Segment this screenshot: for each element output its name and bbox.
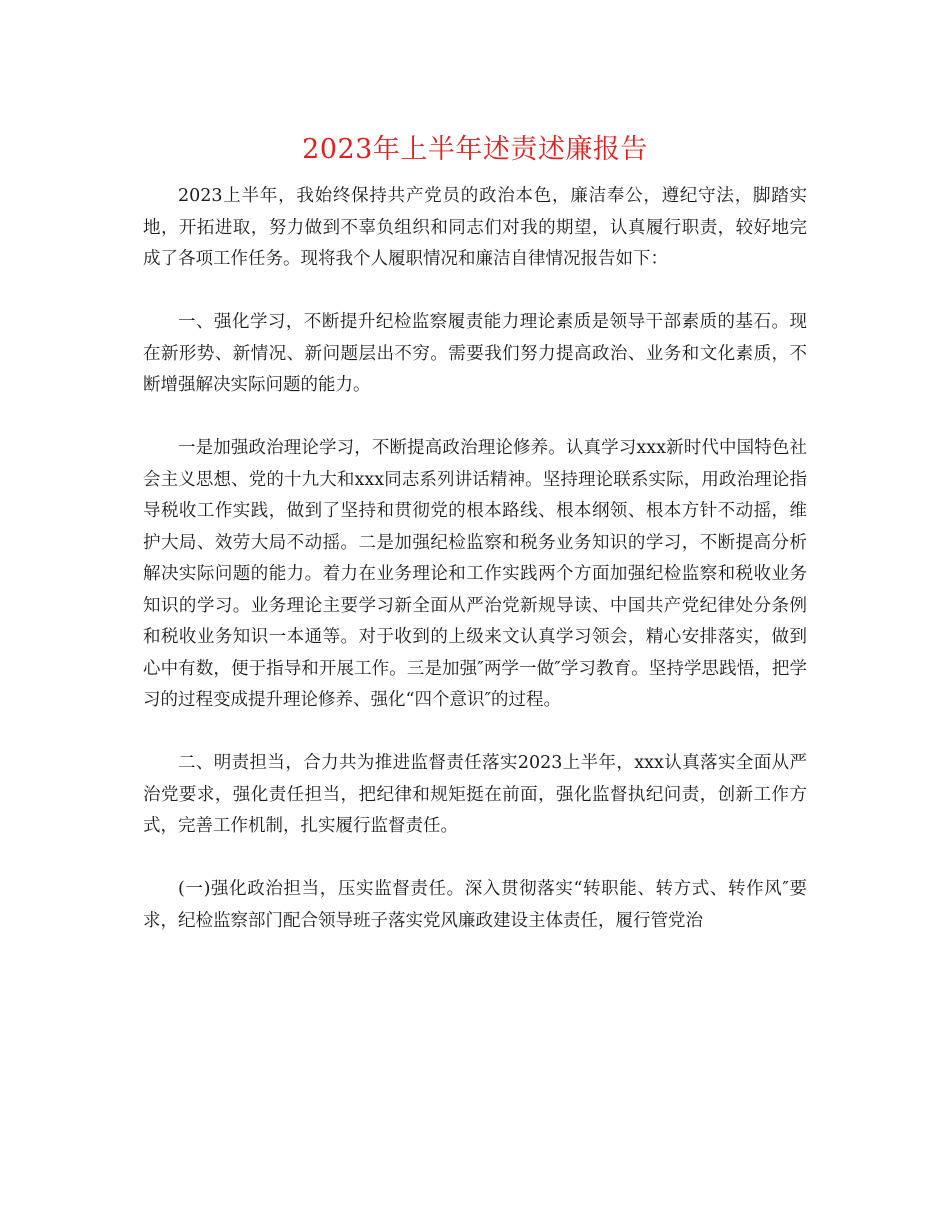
paragraph-spacer [143,843,807,875]
paragraph-subsection-one: (一)强化政治担当，压实监督责任。深入贯彻落实“转职能、转方式、转作风″要求，纪检监察部门配合领导班子落实党风廉政建设主体责任，履行管党治 [143,879,807,931]
paragraph-spacer [143,276,807,308]
paragraph-spacer [143,402,807,434]
paragraph-intro: 2023上半年，我始终保持共产党员的政治本色，廉洁奉公，遵纪守法，脚踏实地，开拓进取，努力做到不辜负组织和同志们对我的期望，认真履行职责，较好地完成了各项工作任务。现将我个人履职情况和廉洁自律情况报告如下： [143,186,807,269]
paragraph-spacer [143,717,807,749]
paragraph-study-details: 一是加强政治理论学习，不断提高政治理论修养。认真学习xxx新时代中国特色社会主义思想、党的十九大和xxx同志系列讲话精神。坚持理论联系实际，用政治理论指导税收工作实践，做到了坚持和贯彻党的根本路线、根本纲领、根本方针不动摇，维护大局、效劳大局不动摇。二是加强纪检监察和税务业务知识的学习，不断提高分析解决实际问题的能力。着力在业务理论和工作实践两个方面加强纪检监察和税收业务知识的学习。业务理论主要学习新全面从严治党新规导读、中国共产党纪律处分条例和税收业务知识一本通等。对于收到的上级来文认真学习领会，精心安排落实，做到心中有数，便于指导和开展工作。三是加强″两学一做″学习教育。坚持学思践悟，把学习的过程变成提升理论修养、强化“四个意识″的过程。 [143,438,807,710]
document-title: 2023年上半年述责述廉报告 [302,134,648,165]
paragraph-section-one: 一、强化学习，不断提升纪检监察履责能力理论素质是领导干部素质的基石。现在新形势、新情况、新问题层出不穷。需要我们努力提高政治、业务和文化素质，不断增强解决实际问题的能力。 [143,312,807,395]
paragraph-section-two: 二、明责担当，合力共为推进监督责任落实2023上半年，xxx认真落实全面从严治党要求，强化责任担当，把纪律和规矩挺在前面，强化监督执纪问责，创新工作方式，完善工作机制，扎实履行监督责任。 [143,753,807,836]
document-body [143,180,807,937]
